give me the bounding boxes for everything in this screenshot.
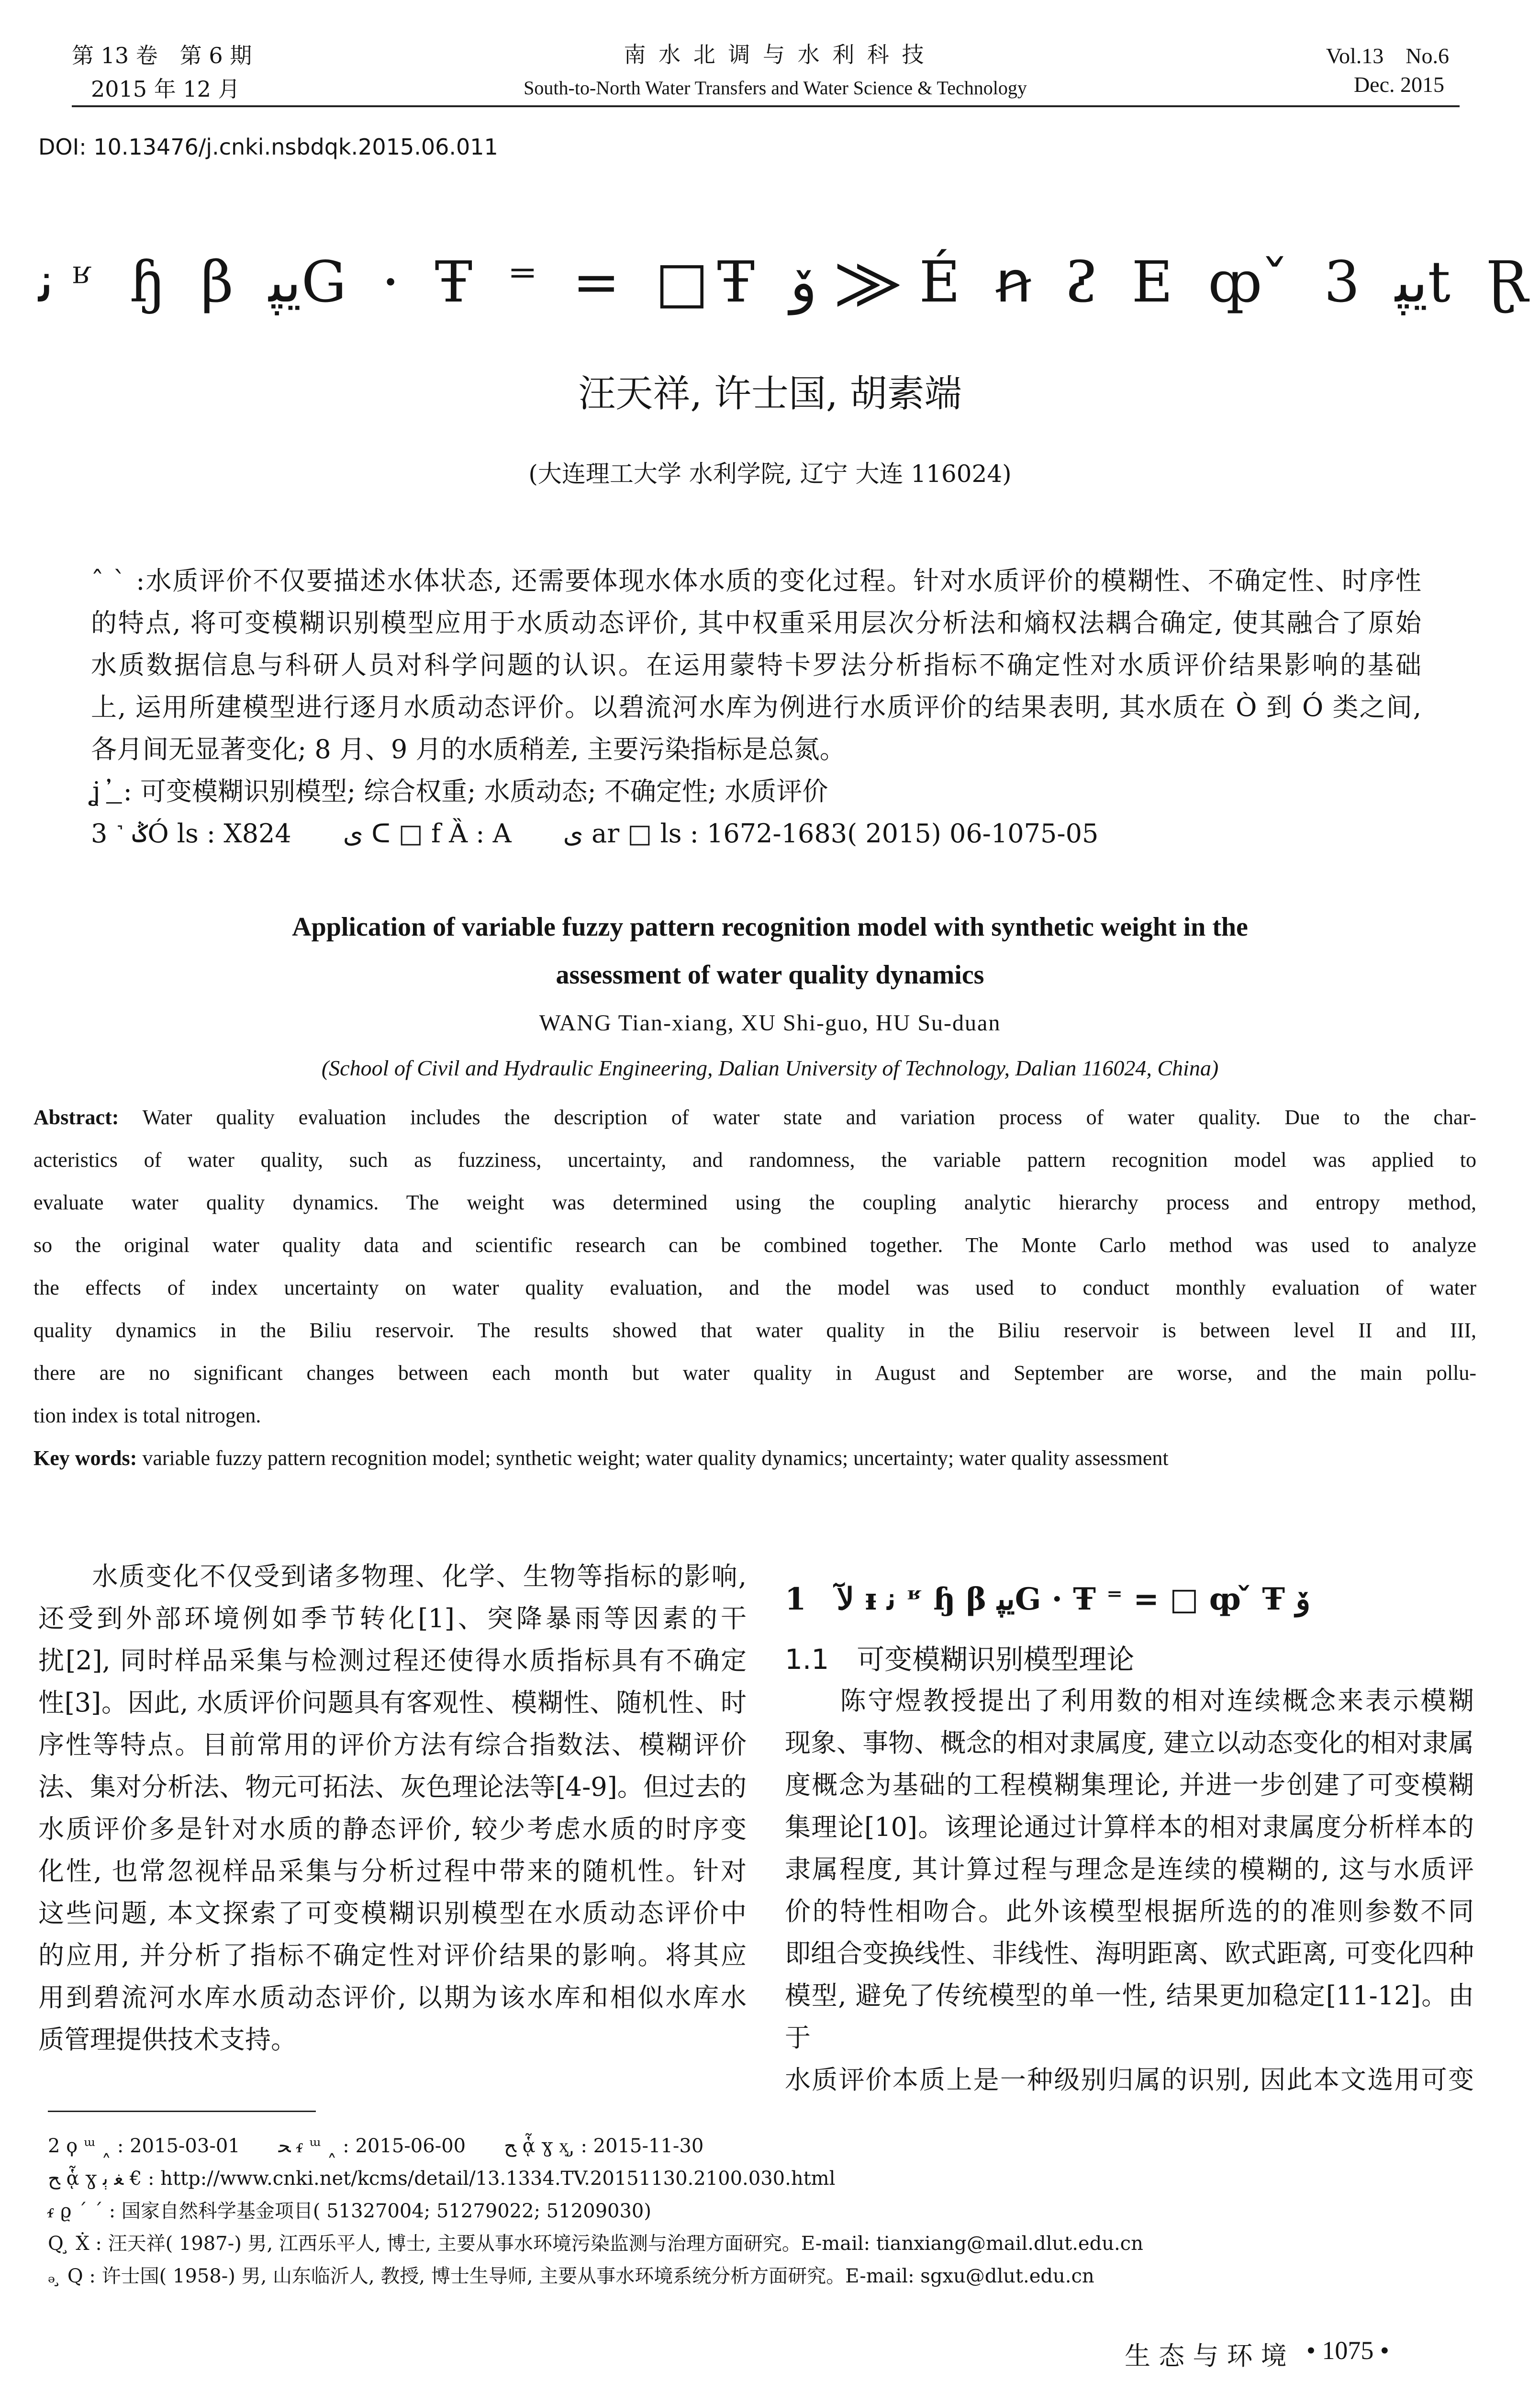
body-line: 价的特性相吻合。此外该模型根据所选的的准则参数不同 xyxy=(785,1896,1474,1926)
date-en: Dec. 2015 xyxy=(1353,72,1444,97)
abstract-en-line: there are no significant changes between each month but water quality in August and September are worse, and the main pollu- xyxy=(33,1361,1476,1385)
body-line: 水质评价本质上是一种级别归属的识别, 因此本文选用可变 xyxy=(785,2065,1474,2095)
abstract-en xyxy=(33,1096,1476,1479)
abstract-en-line: quality dynamics in the Biliu reservoir. The results showed that water quality in the Biliu reservoir is between level II and III, xyxy=(33,1319,1476,1342)
body-line: 模型, 避免了传统模型的单一性, 结果更加稳定[11-12]。由于 xyxy=(785,1980,1474,2053)
keywords-cn xyxy=(91,771,1421,813)
abstract-en-line: tion index is total nitrogen. xyxy=(33,1404,261,1427)
affiliation-en: (School of Civil and Hydraulic Engineering, Dalian University of Technology, Dalian 116024, China) xyxy=(321,1056,1219,1080)
volume-issue-en: Vol.13 No.6 xyxy=(1326,44,1449,68)
abstract-cn-line: 水质评价不仅要描述水体状态, 还需要体现水体水质的变化过程。针对水质评价的模糊性、不确定性、时序性 xyxy=(145,566,1422,596)
body-line: 即组合变换线性、非线性、海明距离、欧式距离, 可变化四种 xyxy=(785,1938,1474,1968)
left-column xyxy=(38,1555,747,2061)
classification-line: 3 ˺ ݣÓ ls : X824 ﯼ ᑕ □ f Ȁ : A ﯼ ar □ ls : 1672-1683( 2015) 06-1075-05 xyxy=(91,818,1099,849)
keywords-cn-label: ʝ ͟ ̓ : xyxy=(91,776,132,806)
footnote-fund: ᵳ ϱ ˊ ˊ : 国家自然科学基金项目( 51327004; 51279022; 51209030) xyxy=(48,2200,651,2222)
title-cn: ﻧ ʶ ɧ β ﻳﭙG · Ŧ ⁼ = □Ŧ ﯙ ⨠ É ꞥ ᴤ E ȹ ̌ 3 ﻳﭙt Ɽ xyxy=(38,249,1537,315)
footnote-author: Q ̧ Ẋ : 汪天祥( 1987-) 男, 江西乐平人, 博士, 主要从事水环境污染监测与治理方面研究。E-mail: tianxiang@mail.dlut.edu.cn xyxy=(48,2233,1143,2255)
abstract-cn-line: 各月间无显著变化; 8 月、9 月的水质稍差, 主要污染指标是总氮。 xyxy=(91,734,846,764)
body-line: 陈守煜教授提出了利用数的相对连续概念来表示模糊 xyxy=(785,1686,1474,1716)
right-column xyxy=(785,1680,1474,2101)
abstract-en-line: so the original water quality data and scientific research can be combined together. The Monte Carlo method was used to analyze xyxy=(33,1233,1476,1257)
body-line: 隶属程度, 其计算过程与理念是连续的模糊的, 这与水质评 xyxy=(785,1854,1474,1884)
body-line: 序性等特点。目前常用的评价方法有综合指数法、模糊评价 xyxy=(38,1730,747,1760)
footnotes xyxy=(48,2130,1474,2292)
abstract-cn-line: 水质数据信息与科研人员对科学问题的认识。在运用蒙特卡罗法分析指标不确定性对水质评价结果影响的基础 xyxy=(91,650,1421,680)
footnote-online: ﺢ ᾇ ɣ ﻐ ﯦ € : http://www.cnki.net/kcms/detail/13.1334.TV.20151130.2100.030.html xyxy=(48,2168,836,2190)
authors-cn: 汪天祥, 许士国, 胡素端 xyxy=(578,372,962,415)
journal-title-en: South-to-North Water Transfers and Water Science & Technology xyxy=(524,77,1027,99)
footnote-rule xyxy=(48,2111,316,2112)
body-line: 这些问题, 本文探索了可变模糊识别模型在水质动态评价中 xyxy=(38,1898,747,1928)
abstract-en-line: the effects of index uncertainty on water quality evaluation, and the model was used to conduct monthly evaluation of water xyxy=(33,1276,1476,1299)
keywords-en-text: variable fuzzy pattern recognition model; synthetic weight; water quality dynamics; uncertainty; water quality assessment xyxy=(142,1446,1169,1470)
abstract-en-label: Abstract: xyxy=(33,1106,119,1129)
volume-issue-cn: 第 13 卷 第 6 期 xyxy=(72,43,252,68)
body-line: 化性, 也常忽视样品采集与分析过程中带来的随机性。针对 xyxy=(38,1856,747,1886)
body-line: 用到碧流河水库水质动态评价, 以期为该水库和相似水库水 xyxy=(38,1982,747,2013)
abstract-en-line: Water quality evaluation includes the description of water state and variation process of water quality. Due to the char- xyxy=(142,1106,1476,1129)
journal-title-cn: 南 水 北 调 与 水 利 科 技 xyxy=(624,42,927,67)
abstract-cn-line: 上, 运用所建模型进行逐月水质动态评价。以碧流河水库为例进行水质评价的结果表明, 其水质在 Ò 到 Ó 类之间, xyxy=(91,692,1421,722)
keywords-en-label: Key words: xyxy=(33,1446,137,1470)
body-line: 水质评价多是针对水质的静态评价, 较少考虑水质的时序变 xyxy=(38,1814,747,1844)
keywords-cn-text: 可变模糊识别模型; 综合权重; 水质动态; 不确定性; 水质评价 xyxy=(140,776,828,806)
abstract-en-line: evaluate water quality dynamics. The weight was determined using the coupling analytic hierarchy process and entropy method, xyxy=(33,1191,1476,1214)
title-en-line-1: Application of variable fuzzy pattern recognition model with synthetic weight in the xyxy=(292,912,1248,942)
authors-en: WANG Tian-xiang, XU Shi-guo, HU Su-duan xyxy=(539,1010,1001,1036)
body-line: 质管理提供技术支持。 xyxy=(38,2024,297,2055)
date-cn: 2015 年 12 月 xyxy=(91,76,240,102)
title-en-line-2: assessment of water quality dynamics xyxy=(556,960,984,990)
footer-section: 生 态 与 环 境 xyxy=(1125,2341,1287,2371)
body-line: 性[3]。因此, 水质评价问题具有客观性、模糊性、随机性、时 xyxy=(38,1688,747,1718)
body-line: 扰[2], 同时样品采集与检测过程还使得水质指标具有不确定 xyxy=(38,1645,747,1676)
section-1-heading: 1 ﻵ ᵻ ﻧ ʶ ɧ β ﻳﭙG · Ŧ ⁼ = □ ȹ ̌ Ŧ ﯙ xyxy=(785,1581,1311,1617)
abstract-cn-label: ˆ ˋ : xyxy=(91,566,145,596)
section-1-1-heading: 1.1 可变模糊识别模型理论 xyxy=(785,1643,1135,1676)
body-line: 现象、事物、概念的相对隶属度, 建立以动态变化的相对隶属 xyxy=(785,1728,1474,1758)
body-line: 还受到外部环境例如季节转化[1]、突降暴雨等因素的干 xyxy=(38,1603,747,1633)
abstract-cn-line: 的特点, 将可变模糊识别模型应用于水质动态评价, 其中权重采用层次分析法和熵权法耦合确定, 使其融合了原始 xyxy=(91,608,1421,638)
footnote-corresponding: ₔ ̧ Q : 许士国( 1958-) 男, 山东临沂人, 教授, 博士生导师, 主要从事水环境系统分析方面研究。E-mail: sgxu@dlut.edu.cn xyxy=(48,2265,1094,2287)
page-number: • 1075 • xyxy=(1306,2336,1389,2365)
body-line: 水质变化不仅受到诸多物理、化学、生物等指标的影响, xyxy=(38,1561,747,1591)
footnote-dates: 2 ϙ ᵚ ˰ : 2015-03-01 ﺤ ᵳ ᵚ ˰ : 2015-06-00 ﺢ ᾇ ɣ ᶍ ̡ : 2015-11-30 xyxy=(48,2135,704,2157)
doi: DOI: 10.13476/j.cnki.nsbdqk.2015.06.011 xyxy=(38,134,498,160)
body-line: 法、集对分析法、物元可拓法、灰色理论法等[4-9]。但过去的 xyxy=(38,1772,747,1802)
body-line: 的应用, 并分析了指标不确定性对评价结果的影响。将其应 xyxy=(38,1940,747,1970)
abstract-en-line: acteristics of water quality, such as fuzziness, uncertainty, and randomness, the variable pattern recognition model was applied to xyxy=(33,1148,1476,1172)
abstract-cn xyxy=(91,560,1421,855)
body-line: 集理论[10]。该理论通过计算样本的相对隶属度分析样本的 xyxy=(785,1812,1474,1842)
body-line: 度概念为基础的工程模糊集理论, 并进一步创建了可变模糊 xyxy=(785,1770,1474,1800)
header-rule xyxy=(72,105,1460,107)
keywords-en xyxy=(33,1437,1476,1479)
affiliation-cn: (大连理工大学 水利学院, 辽宁 大连 116024) xyxy=(528,460,1012,488)
